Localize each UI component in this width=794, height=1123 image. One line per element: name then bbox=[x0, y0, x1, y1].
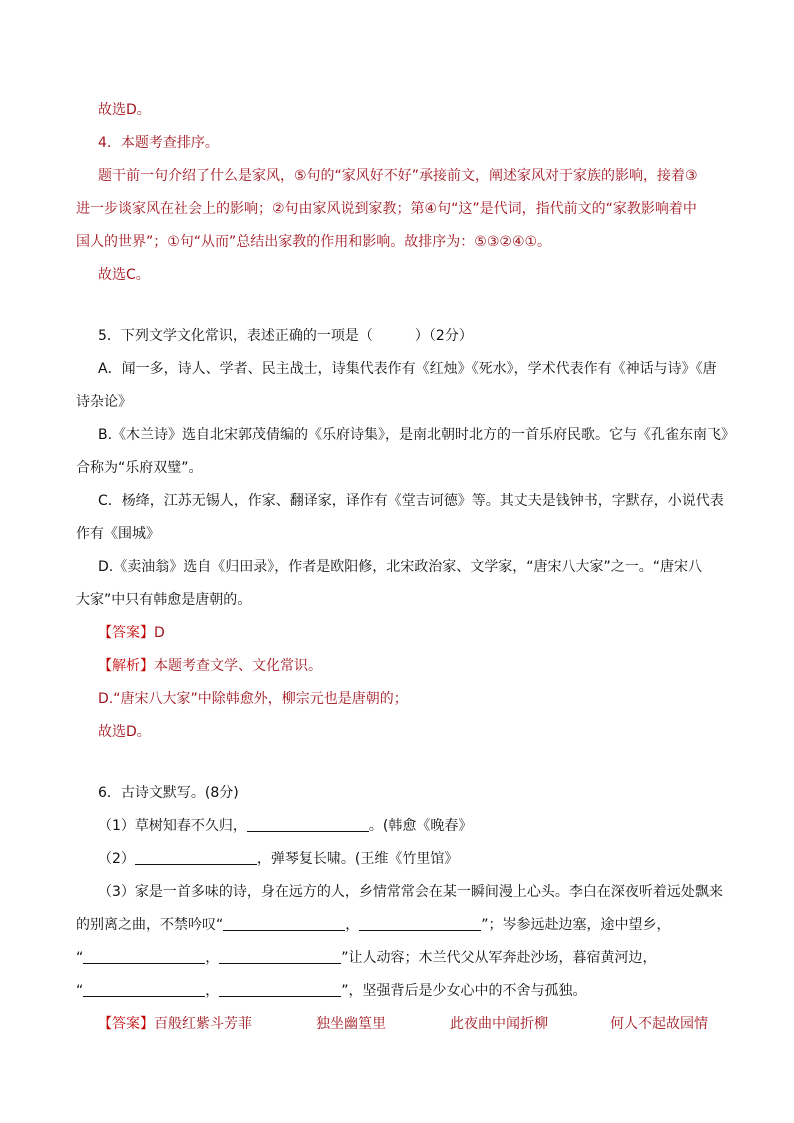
fill-blank bbox=[219, 982, 341, 997]
q6-item-1-text: （1）草树知春不久归， bbox=[98, 818, 247, 834]
q5-stem: 5．下列文学文化常识，表述正确的一项是（ ）（2分） bbox=[98, 328, 473, 344]
analysis-text: 本题考查文学、文化常识。 bbox=[154, 658, 322, 674]
q6-item-3-line bbox=[76, 981, 587, 1001]
q4-analysis-line: 题干前一句介绍了什么是家风，⑤句的“家风好不好”承接前文，阐述家风对于家族的影响，接着③ bbox=[98, 168, 698, 184]
q6-item-2-text: ，弹琴复长啸。(王维《竹里馆》 bbox=[256, 851, 459, 867]
q5-conclusion: 故选D。 bbox=[98, 724, 151, 740]
fill-blank bbox=[83, 949, 205, 964]
q6-item-3-line bbox=[76, 948, 657, 968]
q6-item-1 bbox=[98, 816, 472, 836]
separator: ， bbox=[345, 917, 360, 933]
q5-answer-row bbox=[98, 623, 165, 643]
q6-stem: 6．古诗文默写。(8分) bbox=[98, 785, 239, 801]
q6-item-3-text: 的别离之曲，不禁吟叹“ bbox=[76, 917, 224, 933]
q6-answer-item: 何人不起故园情 bbox=[610, 1016, 708, 1032]
q6-item-3-line: （3）家是一首多味的诗，身在远方的人，乡情常常会在某一瞬间漫上心头。李白在深夜听着远处飘来 bbox=[98, 884, 723, 900]
answer-tag: 【答案】 bbox=[98, 625, 154, 641]
q6-item-3-text: ”，坚强背后是少女心中的不舍与孤独。 bbox=[341, 983, 587, 999]
fill-blank bbox=[359, 916, 481, 931]
q5-option-line: D.《卖油翁》选自《归田录》，作者是欧阳修，北宋政治家、文学家，“唐宋八大家”之一。“唐宋八 bbox=[98, 559, 702, 575]
q6-answer-item: 百般红紫斗芳菲 bbox=[154, 1016, 252, 1032]
q5-option-line: A．闻一多，诗人、学者、民主战士，诗集代表作有《红烛》《死水》，学术代表作有《神话与诗》《唐 bbox=[98, 361, 717, 377]
q4-conclusion: 故选C。 bbox=[98, 267, 150, 283]
q5-option-line: 作有《围城》 bbox=[76, 526, 160, 542]
fill-blank bbox=[223, 916, 345, 931]
q6-item-2-number: （2） bbox=[98, 851, 135, 867]
open-quote: “ bbox=[76, 983, 84, 999]
q6-answer-tag-row bbox=[98, 1014, 154, 1034]
open-quote: “ bbox=[76, 950, 84, 966]
q6-item-3-text: ”；岑参远赴边塞，途中望乡， bbox=[481, 917, 671, 933]
fill-blank bbox=[135, 850, 257, 865]
separator: ， bbox=[205, 950, 220, 966]
q6-answer-item: 独坐幽篁里 bbox=[316, 1016, 386, 1032]
q6-item-3-text: ”让人动容；木兰代父从军奔赴沙场，暮宿黄河边， bbox=[341, 950, 657, 966]
q4-analysis-line: 进一步谈家风在社会上的影响；②句由家风说到家教；第④句“这”是代词，指代前文的“家教影响着中 bbox=[76, 201, 697, 217]
q4-analysis-line: 国人的世界”；①句“从而”总结出家教的作用和影响。故排序为：⑤③②④①。 bbox=[76, 234, 552, 250]
fill-blank bbox=[247, 817, 369, 832]
q6-item-2 bbox=[98, 849, 458, 869]
q6-item-3-line bbox=[76, 915, 671, 935]
q4-prev-conclusion: 故选D。 bbox=[98, 102, 151, 118]
fill-blank bbox=[219, 949, 341, 964]
q6-item-1-source: 。(韩愈《晚春》 bbox=[368, 818, 473, 834]
analysis-tag: 【解析】 bbox=[98, 658, 154, 674]
q5-analysis-row bbox=[98, 656, 322, 676]
q5-option-line: 诗杂论》 bbox=[76, 394, 132, 410]
q5-option-line: C．杨绛，江苏无锡人，作家、翻译家，译作有《堂吉诃德》等。其丈夫是钱钟书，字默存，小说代表 bbox=[98, 493, 724, 509]
q5-option-line: B.《木兰诗》选自北宋郭茂倩编的《乐府诗集》，是南北朝时北方的一首乐府民歌。它与《孔雀东南飞》 bbox=[98, 427, 736, 443]
fill-blank bbox=[83, 982, 205, 997]
separator: ， bbox=[205, 983, 220, 999]
q6-answer-item: 此夜曲中闻折柳 bbox=[450, 1016, 548, 1032]
q5-analysis-detail: D.“唐宋八大家”中除韩愈外，柳宗元也是唐朝的； bbox=[98, 691, 408, 707]
q5-option-line: 合称为“乐府双璧”。 bbox=[76, 460, 203, 476]
answer-value: D bbox=[154, 625, 165, 641]
q4-heading: 4．本题考查排序。 bbox=[98, 135, 219, 151]
q5-option-line: 大家”中只有韩愈是唐朝的。 bbox=[76, 592, 252, 608]
answer-tag: 【答案】 bbox=[98, 1016, 154, 1032]
